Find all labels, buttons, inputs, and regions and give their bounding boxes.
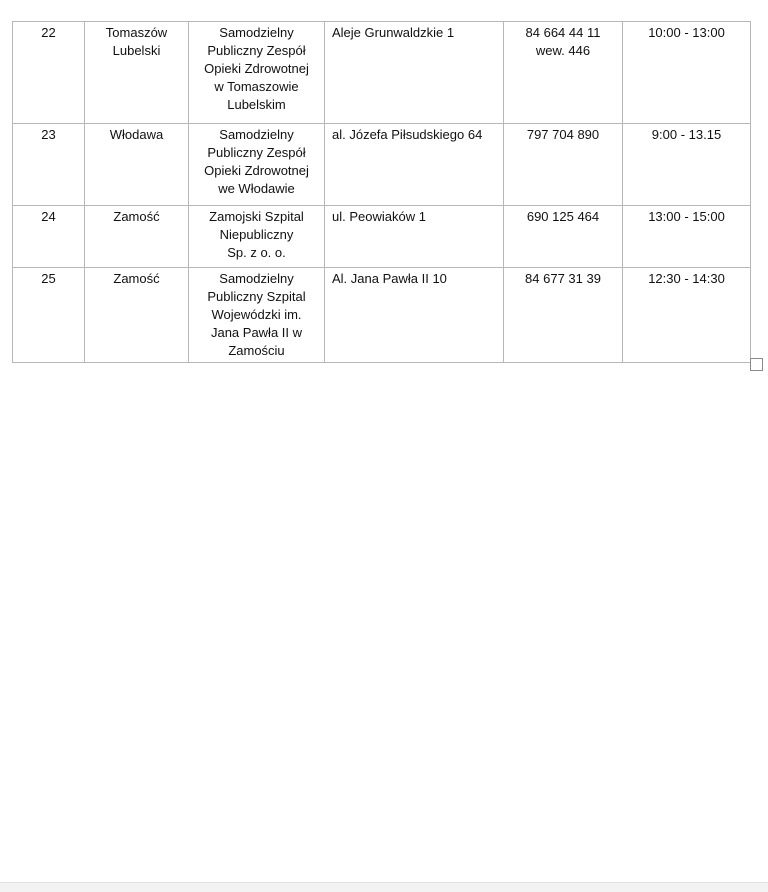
row-number-cell[interactable]: 25 [13,268,85,363]
facility-cell[interactable]: Zamojski Szpital Niepubliczny Sp. z o. o. [189,206,325,268]
phone-cell[interactable]: 84 677 31 39 [504,268,623,363]
address-cell[interactable]: al. Józefa Piłsudskiego 64 [325,124,504,206]
hours-cell[interactable]: 13:00 - 15:00 [623,206,751,268]
row-number-cell[interactable]: 22 [13,22,85,124]
status-bar-edge [0,882,768,892]
facility-cell[interactable]: Samodzielny Publiczny Zespół Opieki Zdrowotnej w Tomaszowie Lubelskim [189,22,325,124]
table-row [13,268,751,363]
table-row [13,22,751,124]
city-cell[interactable]: Zamość [85,206,189,268]
hours-cell[interactable]: 12:30 - 14:30 [623,268,751,363]
city-cell[interactable]: Zamość [85,268,189,363]
address-cell[interactable]: Al. Jana Pawła II 10 [325,268,504,363]
city-cell[interactable]: Tomaszów Lubelski [85,22,189,124]
facility-cell[interactable]: Samodzielny Publiczny Zespół Opieki Zdrowotnej we Włodawie [189,124,325,206]
hours-cell[interactable]: 9:00 - 13.15 [623,124,751,206]
table-row [13,206,751,268]
table-resize-handle[interactable] [750,358,763,371]
phone-cell[interactable]: 797 704 890 [504,124,623,206]
table-row [13,124,751,206]
facility-cell[interactable]: Samodzielny Publiczny Szpital Wojewódzki im. Jana Pawła II w Zamościu [189,268,325,363]
hours-cell[interactable]: 10:00 - 13:00 [623,22,751,124]
row-number-cell[interactable]: 24 [13,206,85,268]
facilities-table [12,21,751,363]
address-cell[interactable]: ul. Peowiaków 1 [325,206,504,268]
address-cell[interactable]: Aleje Grunwaldzkie 1 [325,22,504,124]
phone-cell[interactable]: 84 664 44 11 wew. 446 [504,22,623,124]
row-number-cell[interactable]: 23 [13,124,85,206]
city-cell[interactable]: Włodawa [85,124,189,206]
phone-cell[interactable]: 690 125 464 [504,206,623,268]
